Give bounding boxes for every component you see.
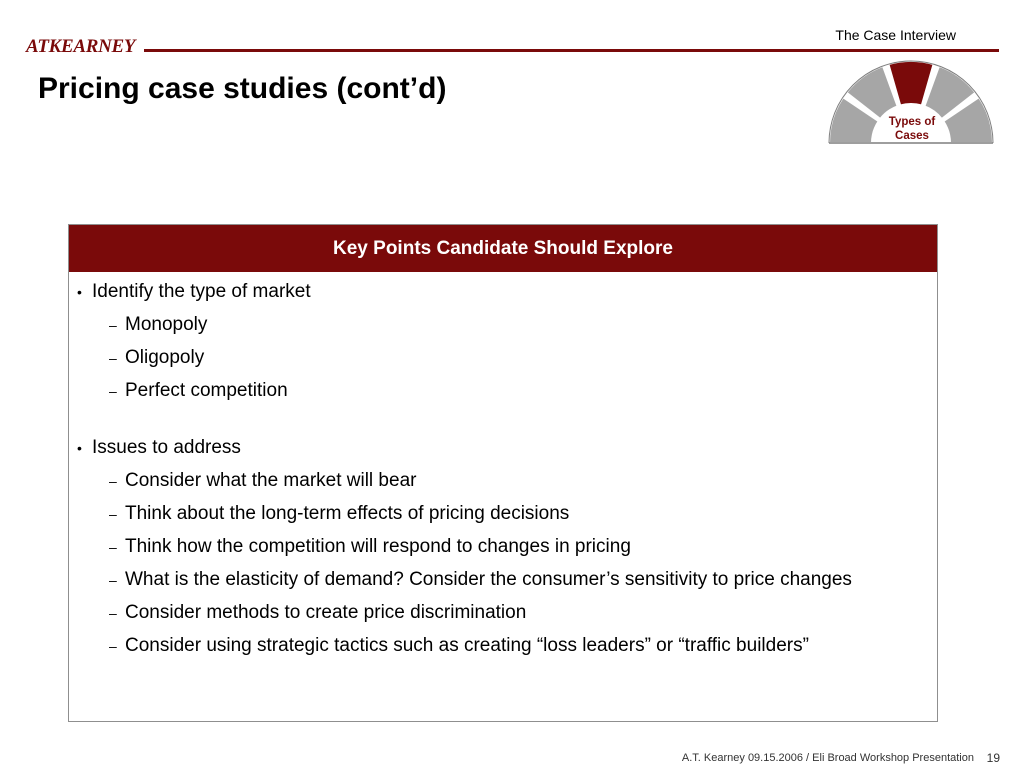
list-item: [77, 313, 915, 337]
company-logo: ATKEARNEY: [26, 36, 136, 57]
bullet-icon: •: [77, 440, 82, 456]
key-points-heading: Key Points Candidate Should Explore: [69, 225, 937, 272]
gauge-label-line1: Types of: [888, 116, 936, 128]
list-item-text: Consider methods to create price discrimination: [125, 602, 527, 623]
dash-icon: –: [109, 605, 117, 621]
gauge-label: [878, 115, 946, 143]
list-item: [77, 379, 915, 403]
dash-icon: –: [109, 506, 117, 522]
dash-icon: –: [109, 317, 117, 333]
page-title: Pricing case studies (cont’d): [38, 72, 447, 105]
header-subtitle: The Case Interview: [835, 27, 956, 43]
list-item-text: Perfect competition: [125, 380, 288, 401]
page-number: 19: [986, 751, 1000, 765]
list-item: [77, 535, 915, 559]
key-points-box: [68, 224, 938, 722]
section-title: [77, 280, 915, 304]
section-title-text: Identify the type of market: [92, 281, 311, 302]
bullet-icon: •: [77, 284, 82, 300]
footer-text: A.T. Kearney 09.15.2006 / Eli Broad Workshop Presentation: [681, 752, 974, 764]
dash-icon: –: [109, 383, 117, 399]
list-item: [77, 469, 915, 493]
section-spacer: [77, 412, 915, 436]
dash-icon: –: [109, 350, 117, 366]
list-item: [77, 502, 915, 526]
section-title-text: Issues to address: [92, 437, 241, 458]
dash-icon: –: [109, 638, 117, 654]
list-item: [77, 346, 915, 370]
list-item-text: Think how the competition will respond to changes in pricing: [125, 536, 631, 557]
list-item: [77, 634, 915, 658]
list-item-text: What is the elasticity of demand? Consider the consumer’s sensitivity to price changes: [125, 569, 852, 590]
list-item: [77, 601, 915, 625]
key-points-body: [69, 272, 937, 658]
list-item-text: Think about the long-term effects of pricing decisions: [125, 503, 570, 524]
dash-icon: –: [109, 473, 117, 489]
list-item-text: Oligopoly: [125, 347, 205, 368]
section-title: [77, 436, 915, 460]
list-item-text: Consider using strategic tactics such as creating “loss leaders” or “traffic builders”: [125, 635, 809, 656]
list-item: [77, 568, 915, 592]
gauge-label-line2: Cases: [895, 130, 929, 142]
dash-icon: –: [109, 572, 117, 588]
dash-icon: –: [109, 539, 117, 555]
list-item-text: Monopoly: [125, 314, 208, 335]
header-rule: [144, 49, 999, 52]
list-item-text: Consider what the market will bear: [125, 470, 417, 491]
